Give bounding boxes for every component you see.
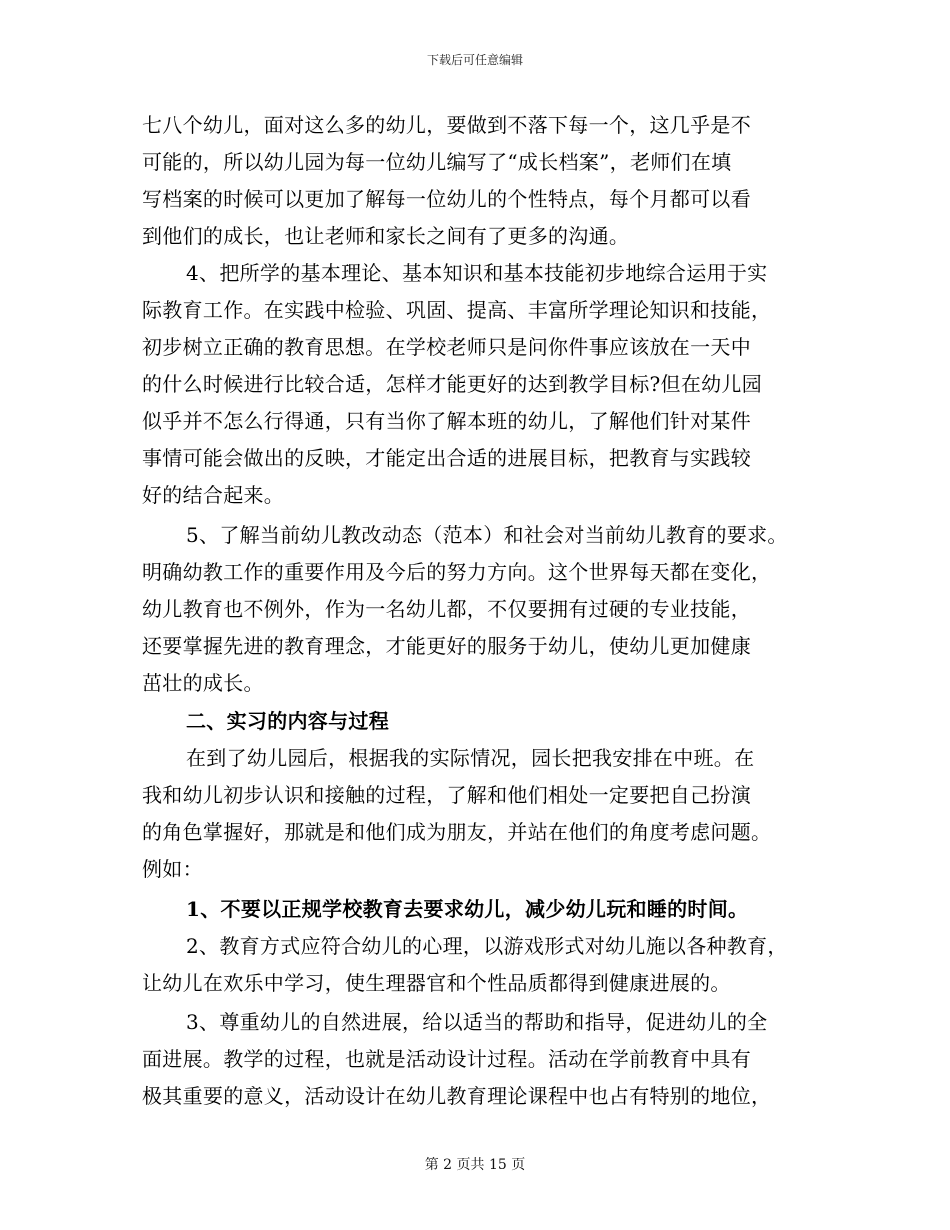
paragraph-line: 让幼儿在欢乐中学习，使生理器官和个性品质都得到健康进展的。 (142, 971, 731, 995)
paragraph-line: 的什么时候进行比较合适，怎样才能更好的达到教学目标?但在幼儿园 (142, 372, 763, 396)
paragraph-line: 幼儿教育也不例外，作为一名幼儿都，不仅要拥有过硬的专业技能， (142, 597, 751, 621)
bold-list-item: 1、不要以正规学校教育去要求幼儿，减少幼儿玩和睡的时间。 (186, 897, 749, 921)
section-heading: 二、实习的内容与过程 (186, 709, 389, 733)
paragraph-line: 极其重要的意义，活动设计在幼儿教育理论课程中也占有特别的地位， (142, 1084, 772, 1108)
paragraph-line: 际教育工作。在实践中检验、巩固、提高、丰富所学理论知识和技能， (142, 298, 772, 322)
paragraph-line: 可能的，所以幼儿园为每一位幼儿编写了“成长档案”，老师们在填 (142, 150, 732, 174)
paragraph-line: 似乎并不怎么行得通，只有当你了解本班的幼儿，了解他们针对某件 (142, 409, 751, 433)
paragraph-line: 七八个幼儿，面对这么多的幼儿，要做到不落下每一个，这几乎是不 (142, 113, 751, 137)
paragraph-line: 茁壮的成长。 (142, 671, 264, 695)
paragraph-line: 我和幼儿初步认识和接触的过程，了解和他们相处一定要把自己扮演 (142, 783, 751, 807)
paragraph-line: 的角色掌握好，那就是和他们成为朋友，并站在他们的角度考虑问题。 (142, 820, 772, 844)
paragraph-line: 明确幼教工作的重要作用及今后的努力方向。这个世界每天都在变化， (142, 560, 772, 584)
paragraph-line: 例如： (142, 857, 203, 881)
page-header: 下载后可任意编辑 (426, 53, 523, 67)
paragraph-line: 5、了解当前幼儿教改动态（范本）和社会对当前幼儿教育的要求。 (186, 523, 788, 547)
paragraph-line: 4、把所学的基本理论、基本知识和基本技能初步地综合运用于实 (186, 261, 768, 285)
paragraph-line: 面进展。教学的过程，也就是活动设计过程。活动在学前教育中具有 (142, 1047, 751, 1071)
paragraph-line: 3、尊重幼儿的自然进展，给以适当的帮助和指导，促进幼儿的全 (186, 1010, 768, 1034)
paragraph-line: 在到了幼儿园后，根据我的实际情况，园长把我安排在中班。在 (186, 746, 755, 770)
paragraph-line: 还要掌握先进的教育理念，才能更好的服务于幼儿，使幼儿更加健康 (142, 634, 751, 658)
paragraph-line: 好的结合起来。 (142, 483, 285, 507)
paragraph-line: 到他们的成长，也让老师和家长之间有了更多的沟通。 (142, 224, 630, 248)
paragraph-line: 写档案的时候可以更加了解每一位幼儿的个性特点，每个月都可以看 (142, 187, 751, 211)
paragraph-line: 2、教育方式应符合幼儿的心理，以游戏形式对幼儿施以各种教育， (186, 934, 788, 958)
page-footer: 第 2 页共 15 页 (424, 1157, 526, 1173)
paragraph-line: 事情可能会做出的反映，才能定出合适的进展目标，把教育与实践较 (142, 446, 751, 470)
paragraph-line: 初步树立正确的教育思想。在学校老师只是问你件事应该放在一天中 (142, 335, 751, 359)
